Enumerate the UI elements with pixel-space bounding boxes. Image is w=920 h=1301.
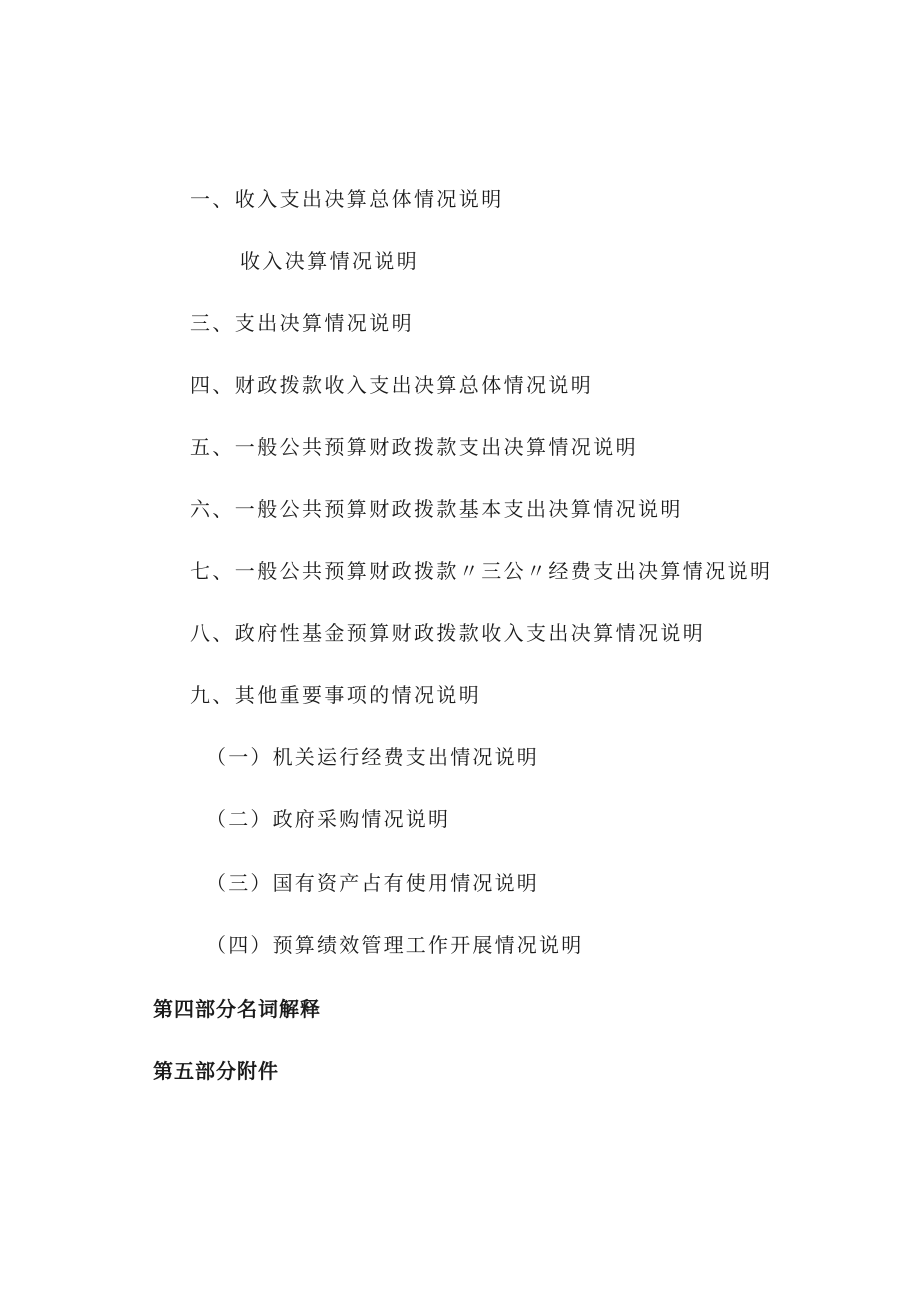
toc-subitem: （三）国有资产占有使用情况说明 — [206, 871, 539, 895]
toc-part-heading: 第五部分附件 — [153, 1059, 279, 1083]
toc-item: 六、一般公共预算财政拨款基本支出决算情况说明 — [190, 497, 683, 521]
toc-subitem: （四）预算绩效管理工作开展情况说明 — [206, 933, 584, 957]
toc-item: 五、一般公共预算财政拨款支出决算情况说明 — [190, 435, 638, 459]
toc-item: 一、收入支出决算总体情况说明 — [190, 187, 504, 211]
toc-subitem: （二）政府采购情况说明 — [206, 807, 451, 831]
toc-item: 八、政府性基金预算财政拨款收入支出决算情况说明 — [190, 621, 706, 645]
toc-subitem: （一）机关运行经费支出情况说明 — [206, 745, 539, 769]
toc-part-heading: 第四部分名词解释 — [153, 997, 321, 1021]
toc-item: 四、财政拨款收入支出决算总体情况说明 — [190, 373, 594, 397]
toc-item: 收入决算情况说明 — [240, 249, 420, 273]
toc-item: 三、支出决算情况说明 — [190, 311, 414, 335]
toc-item: 七、一般公共预算财政拨款〃三公〃经费支出决算情况说明 — [190, 559, 773, 583]
toc-item: 九、其他重要事项的情况说明 — [190, 683, 482, 707]
